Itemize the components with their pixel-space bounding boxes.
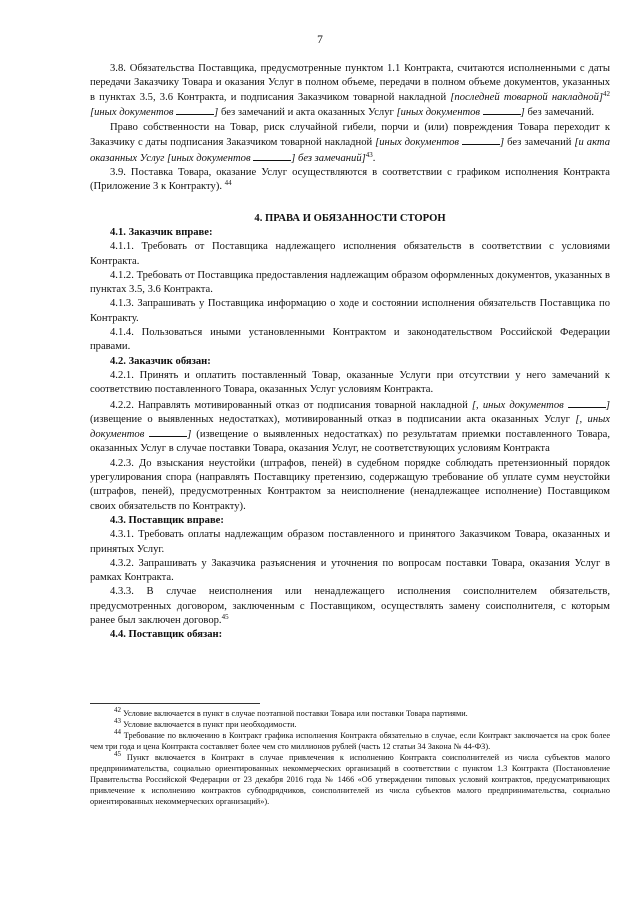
footnote-number: 43 <box>114 717 121 725</box>
text: ] без замечаний] <box>291 152 366 164</box>
text: . <box>372 152 376 164</box>
paragraph-4-1-3: 4.1.3. Запрашивать у Поставщика информацию о ходе и состоянии исполнения обязательств Поставщика по Контракту. <box>90 298 610 324</box>
text: без замечаний <box>504 137 575 149</box>
footnote-ref: 45 <box>221 612 229 621</box>
paragraph-4-1-4: 4.1.4. Пользоваться иными установленными Контрактом и законодательством Российской Федерации правами. <box>90 327 610 353</box>
text: (извещение о выявленных недостатках), мотивированный отказ в подписании акта оказанных Услуг <box>90 413 576 425</box>
blank-line <box>149 427 187 437</box>
footnote-44 <box>90 730 610 752</box>
blank-line <box>176 105 214 115</box>
footnote-text: Пункт включается в Контракт в случае привлечения к исполнению Контракта соисполнителей из числа субъектов малого предпринимательства, социально ориентированных некоммерческих организаций в соответствии с пунктом 1.3 Контракта (Постановление Правительства Российской Федерации от 23 декабря 2016 года № 1466 «Об утверждении типовых условий контрактов, предусматривающих привлечение к исполнению контрактов субподрядчиков, соисполнителей из числа субъектов малого предпринимательства, социально ориентированных некоммерческих организаций»). <box>90 753 610 806</box>
italic-text <box>472 400 610 411</box>
paragraph-4-1-2: 4.1.2. Требовать от Поставщика предоставления надлежащим образом оформленных документов, указанных в пунктах 3.5, 3.6 Контракта. <box>90 269 610 296</box>
text: ] <box>499 137 505 149</box>
blank-line <box>253 151 291 161</box>
paragraph-4-1-1: 4.1.1. Требовать от Поставщика надлежащего исполнения обязательств в соответствии с условиями Контракта. <box>90 241 610 267</box>
footnotes <box>90 708 610 807</box>
subsection-4-4-title: 4.4. Поставщик обязан: <box>110 629 223 641</box>
subsection-4-3-title: 4.3. Поставщик вправе: <box>110 514 224 526</box>
text: [, иных документов <box>90 413 610 441</box>
blank-line <box>483 105 521 115</box>
subsection-4-1-title: 4.1. Заказчик вправе: <box>110 226 213 238</box>
footnote-45 <box>90 752 610 807</box>
text: Право собственности на Товар, риск случайной гибели, порчи и (или) повреждения Товара переходит к Заказчику с даты подписания Заказчиком товарной накладной <box>90 122 610 149</box>
footnote-text: Требование по включению в Контракт графика исполнения Контракта обязательно в случае, если Контракт заключается на срок более чем три года и цена Контракта составляет более чем сто миллионов рублей (часть 12 статьи 34 Закона № 44-ФЗ). <box>90 731 610 751</box>
blank-line <box>462 135 500 145</box>
section-4-title: 4. ПРАВА И ОБЯЗАННОСТИ СТОРОН <box>254 212 446 224</box>
footnote-43 <box>90 719 610 730</box>
text: (извещение о выявленных недостатках) по результатам приемки поставленного Товара, оказанных Услуг в случае поставки Товара, оказания Услуг, не соответствующих условиям Контракта <box>90 429 610 455</box>
text: ] <box>214 106 219 118</box>
paragraph-4-2-1: 4.2.1. Принять и оплатить поставленный Товар, оказанные Услуги при отсутствии у него замечаний к соответствию поставленного Товара, оказанных Услуг условиям Контракта. <box>90 369 610 396</box>
footnote-text: Условие включается в пункт в случае поэтапной поставки Товара или поставки Товара партиями. <box>121 709 468 718</box>
text: [и акта оказанных Услуг [иных документов <box>90 137 610 164</box>
paragraph-3-9 <box>90 166 610 195</box>
text: [иных документов <box>375 137 462 149</box>
footnote-number: 42 <box>114 706 121 714</box>
text: без замечаний и акта оказанных Услуг <box>218 106 397 118</box>
footnote-42 <box>90 708 610 719</box>
footnote-ref: 42 <box>603 89 610 98</box>
subsection-4-2-title: 4.2. Заказчик обязан: <box>110 355 211 367</box>
text: ] <box>605 399 610 411</box>
paragraph-4-2-3: 4.2.3. До взыскания неустойки (штрафов, пеней) в судебном порядке соблюдать претензионный порядок урегулирования спора (направлять Поставщику претензию, содержащую требование об уплате сумм неустойки (штрафов, пеней), предусмотренных Контрактом за неисполнение (ненадлежащее исполнение) Поставщиком своих обязательств по Контракту). <box>90 457 610 512</box>
italic-text <box>90 107 218 118</box>
paragraph-4-2-2 <box>90 398 610 457</box>
footnote-ref: 44 <box>224 179 232 188</box>
text: 4.2.2. Направлять мотивированный отказ от подписания товарной накладной <box>110 399 472 411</box>
italic-text <box>375 137 504 148</box>
paragraph-4-3-1: 4.3.1. Требовать оплаты надлежащим образом поставленного и принятого Заказчиком Товара, оказанных и принятых Услуг. <box>90 529 610 555</box>
footnote-ref: 43 <box>365 150 373 159</box>
footnote-separator <box>90 703 260 704</box>
paragraph-4-3-2: 4.3.2. Запрашивать у Заказчика разъяснения и уточнения по вопросам поставки Товара, оказания Услуг в рамках Контракта. <box>90 557 610 584</box>
text: 4.3.3. В случае неисполнения или ненадлежащего исполнения соисполнителем обязательств, предусмотренных договором, заключенным с Поставщиком, осуществлять замену соисполнителя, с которым ранее был заключен договор. <box>90 586 610 626</box>
page-number: 7 <box>317 34 323 46</box>
text: 3.8. Обязательства Поставщика, предусмотренные пунктом 1.1 Контракта, считаются исполненными с даты передачи Заказчику Товара и оказания Услуг в полном объеме, передачи в полном объеме документов, указанных в пунктах 3.5, 3.6 Контракта, и подписания Заказчиком товарной накладной <box>90 63 610 103</box>
blank-line <box>568 398 606 408</box>
text: 3.9. Поставка Товара, оказание Услуг осуществляются в соответствии с графиком исполнения Контракта (Приложение 3 к Контракту). <box>90 167 610 193</box>
footnote-number: 45 <box>114 750 121 758</box>
text: ] <box>520 106 525 118</box>
text: без замечаний. <box>524 106 595 118</box>
text: ] <box>187 429 192 441</box>
text: [иных документов <box>396 106 483 118</box>
paragraph-4-3-3 <box>90 585 610 628</box>
footnote-number: 44 <box>114 728 121 736</box>
italic-text: [последней товарной накладной] <box>450 91 603 103</box>
document-body <box>90 62 610 643</box>
footnote-text: Условие включается в пункт при необходимости. <box>121 720 297 729</box>
paragraph-ownership <box>90 121 610 166</box>
text: [, иных документов <box>471 399 568 411</box>
text: [иных документов <box>90 106 177 118</box>
paragraph-3-8 <box>90 62 610 120</box>
italic-text <box>397 107 525 118</box>
